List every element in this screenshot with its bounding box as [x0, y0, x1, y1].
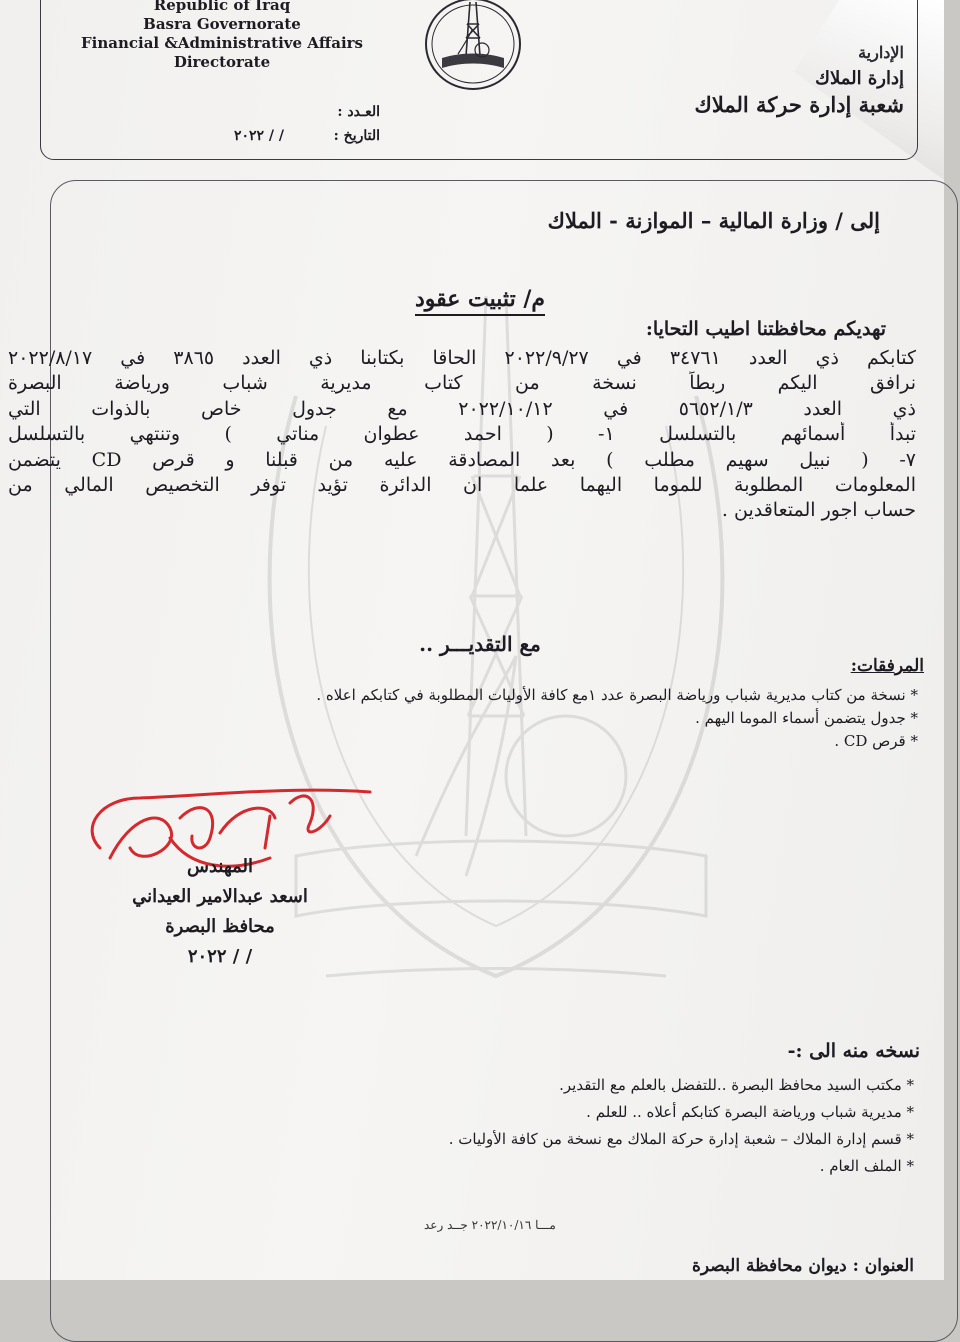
attachment-item: * نسخة من كتاب مديرية شباب ورياضة البصرة عدد ١مع كافة الأوليات المطلوبة في كتابكم اعلاه .	[316, 686, 918, 704]
number-label: العـدد :	[337, 104, 380, 120]
body-line: ذي العدد ٥٦٥٢/١/٣ في ٢٠٢٢/١٠/١٢ مع جدول خاص بالذوات التي	[8, 397, 916, 420]
letterhead-line: شعبة إدارة حركة الملاك	[694, 92, 904, 117]
cc-title: نسخه منه الى :-	[787, 1040, 920, 1062]
attachments-title: المرفقات:	[850, 656, 924, 676]
letterhead-line: Financial &Administrative Affairs	[80, 34, 363, 52]
cc-item: * الملف العام .	[819, 1157, 914, 1175]
address-line: العنوان : ديوان محافظة البصرة	[692, 1256, 914, 1276]
body-line: نرافق اليكم ربطاً نسخة من كتاب مديرية شباب ورياضة البصرة	[8, 372, 916, 395]
cc-item: * مديرية شباب ورياضة البصرة كتابكم أعلاه .. للعلم .	[586, 1103, 914, 1121]
letterhead-line: Republic of Iraq	[153, 0, 291, 14]
date-label: التاريخ :	[333, 128, 380, 144]
recipient-line: إلى / وزارة المالية – الموازنة - الملاك	[547, 208, 880, 233]
letterhead-line: Basra Governorate	[143, 15, 301, 33]
letterhead-line: Directorate	[173, 53, 271, 71]
governorate-emblem-icon	[422, 0, 524, 92]
subject-text: م/ تثبيت عقود	[415, 286, 545, 316]
subject-line	[0, 286, 960, 312]
attachment-item: * جدول يتضمن أسماء الموما اليهم .	[695, 709, 918, 727]
english-letterhead	[72, 0, 372, 72]
signature-block	[100, 852, 340, 972]
cc-item: * مكتب السيد محافظ البصرة ..للتفضل بالعلم مع التقدير.	[559, 1076, 914, 1094]
arabic-letterhead	[695, 40, 904, 118]
attachments-list	[316, 684, 918, 753]
greeting-line: تهديكم محافظتنا اطيب التحايا:	[645, 318, 886, 340]
letterhead-line: الإدارية	[858, 43, 904, 62]
regards-line: مع التقديـــر ..	[419, 632, 541, 656]
cc-item: * قسم إدارة الملاك – شعبة إدارة حركة الملاك مع نسخة من كافة الأوليات .	[448, 1130, 914, 1148]
body-line: تبدأ أسمائهم بالتسلسل ١- ( احمد عطوان مناتي ) وتنتهي بالتسلسل	[8, 423, 916, 446]
cc-list	[449, 1072, 914, 1180]
body-line: ٧- ( نبيل سهيم مطلب ) بعد المصادقة عليه من قبلنا و قرص CD يتضمن	[8, 448, 916, 471]
footer-reference: مـــا ٢٠٢٢/١٠/١٦ جــد رعد	[424, 1218, 556, 1232]
signer-name: اسعد عبدالامير العيداني	[132, 886, 308, 907]
signer-position: محافظ البصرة	[165, 916, 275, 937]
body-line: المعلومات المطلوبة للموما اليهما علما ان الدائرة تؤيد توفر التخصيص المالي من	[8, 473, 916, 496]
letterhead-line: إدارة الملاك	[815, 68, 904, 89]
date-value: / / ٢٠٢٢	[233, 128, 284, 144]
letter-body	[8, 346, 916, 524]
signer-title: المهندس	[186, 856, 254, 877]
signature-date: / / ٢٠٢٢	[187, 946, 253, 967]
attachment-item: * قرص CD .	[834, 732, 918, 750]
body-line: حساب اجور المتعاقدين .	[721, 499, 916, 522]
body-line: كتابكم ذي العدد ٣٤٧٦١ في ٢٠٢٢/٩/٢٧ الحاقا بكتابنا ذي العدد ٣٨٦٥ في ٢٠٢٢/٨/١٧	[8, 347, 916, 369]
reference-block	[140, 104, 380, 152]
